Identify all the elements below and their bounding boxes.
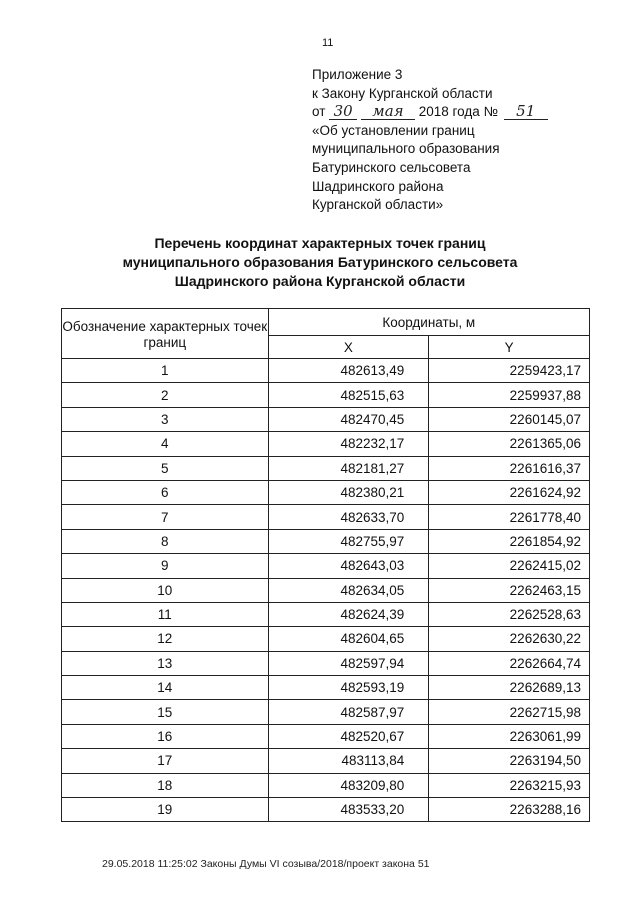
table-row — [62, 554, 590, 578]
table-row — [62, 529, 590, 553]
point-number-cell: 9 — [62, 554, 269, 578]
title-line-2: муниципального образования Батуринского сельсовета — [122, 254, 518, 270]
footer-path: 29.05.2018 11:25:02 Законы Думы VI созыва/2018/проект закона 51 — [102, 858, 430, 870]
handwritten-law-number: 51 — [504, 104, 548, 120]
year-text: 2018 года № — [418, 104, 498, 120]
table-row — [62, 724, 590, 748]
table-row — [62, 383, 590, 407]
title-line-3: Шадринского района Курганской области — [174, 273, 466, 289]
y-coordinate-cell: 2262415,02 — [429, 554, 590, 578]
x-coordinate-cell: 482181,27 — [268, 456, 429, 480]
table-row — [62, 578, 590, 602]
appendix-subject-3: Батуринского сельсовета — [312, 159, 471, 175]
y-coordinate-cell: 2263215,93 — [429, 773, 590, 797]
y-coordinate-cell: 2261365,06 — [429, 432, 590, 456]
x-coordinate-cell: 482470,45 — [268, 407, 429, 431]
x-coordinate-cell: 482593,19 — [268, 676, 429, 700]
x-coordinate-cell: 482624,39 — [268, 602, 429, 626]
x-coordinate-cell: 483533,20 — [268, 798, 429, 822]
x-coordinate-cell: 482597,94 — [268, 651, 429, 675]
appendix-subject-1: «Об установлении границ — [312, 122, 475, 138]
point-number-cell: 16 — [62, 724, 269, 748]
y-coordinate-cell: 2263194,50 — [429, 749, 590, 773]
point-number-cell: 19 — [62, 798, 269, 822]
appendix-subject-5: Курганской области» — [312, 197, 444, 213]
x-coordinate-cell: 482604,65 — [268, 627, 429, 651]
y-coordinate-cell: 2262715,98 — [429, 700, 590, 724]
table-row — [62, 773, 590, 797]
table-row — [62, 700, 590, 724]
y-coordinate-cell: 2261778,40 — [429, 505, 590, 529]
point-number-cell: 15 — [62, 700, 269, 724]
title-line-1: Перечень координат характерных точек границ — [154, 235, 486, 251]
point-number-cell: 5 — [62, 456, 269, 480]
appendix-subject-4: Шадринского района — [312, 178, 444, 194]
table-row — [62, 432, 590, 456]
table-row — [62, 602, 590, 626]
page-number: 11 — [322, 37, 334, 49]
point-number-cell: 8 — [62, 529, 269, 553]
point-number-cell: 6 — [62, 480, 269, 504]
x-coordinate-cell: 483209,80 — [268, 773, 429, 797]
point-number-cell: 4 — [62, 432, 269, 456]
point-number-cell: 10 — [62, 578, 269, 602]
handwritten-day: 30 — [329, 104, 357, 120]
appendix-date-line — [312, 103, 612, 122]
designation-header: Обозначение характерных точек границ — [62, 309, 269, 359]
y-coordinate-cell: 2262664,74 — [429, 651, 590, 675]
y-coordinate-cell: 2262528,63 — [429, 602, 590, 626]
point-number-cell: 7 — [62, 505, 269, 529]
table-row — [62, 407, 590, 431]
table-row — [62, 676, 590, 700]
x-coordinate-cell: 482380,21 — [268, 480, 429, 504]
point-number-cell: 2 — [62, 383, 269, 407]
table-row — [62, 627, 590, 651]
table-row — [62, 749, 590, 773]
y-coordinate-cell: 2260145,07 — [429, 407, 590, 431]
y-coordinate-cell: 2261624,92 — [429, 480, 590, 504]
x-coordinate-cell: 482755,97 — [268, 529, 429, 553]
y-coordinate-cell: 2263061,99 — [429, 724, 590, 748]
point-number-cell: 17 — [62, 749, 269, 773]
point-number-cell: 11 — [62, 602, 269, 626]
y-coordinate-cell: 2262463,15 — [429, 578, 590, 602]
x-coordinate-cell: 482643,03 — [268, 554, 429, 578]
table-row — [62, 480, 590, 504]
point-number-cell: 18 — [62, 773, 269, 797]
table-row — [62, 359, 590, 383]
x-coordinate-cell: 482515,63 — [268, 383, 429, 407]
x-header: X — [268, 336, 429, 359]
y-coordinate-cell: 2263288,16 — [429, 798, 590, 822]
x-coordinate-cell: 483113,84 — [268, 749, 429, 773]
y-coordinate-cell: 2262689,13 — [429, 676, 590, 700]
coordinates-table — [61, 308, 590, 822]
table-row — [62, 651, 590, 675]
y-coordinate-cell: 2262630,22 — [429, 627, 590, 651]
point-number-cell: 3 — [62, 407, 269, 431]
y-header: Y — [429, 336, 590, 359]
table-row — [62, 798, 590, 822]
y-coordinate-cell: 2261616,37 — [429, 456, 590, 480]
point-number-cell: 13 — [62, 651, 269, 675]
y-coordinate-cell: 2259423,17 — [429, 359, 590, 383]
coordinates-rows — [62, 359, 590, 822]
point-number-cell: 12 — [62, 627, 269, 651]
point-number-cell: 14 — [62, 676, 269, 700]
x-coordinate-cell: 482232,17 — [268, 432, 429, 456]
y-coordinate-cell: 2261854,92 — [429, 529, 590, 553]
x-coordinate-cell: 482520,67 — [268, 724, 429, 748]
x-coordinate-cell: 482613,49 — [268, 359, 429, 383]
appendix-law-ref: к Закону Курганской области — [312, 85, 493, 101]
appendix-title: Приложение 3 — [312, 67, 403, 82]
point-number-cell: 1 — [62, 359, 269, 383]
x-coordinate-cell: 482633,70 — [268, 505, 429, 529]
table-row — [62, 505, 590, 529]
appendix-subject-2: муниципального образования — [312, 141, 500, 157]
document-title — [80, 234, 560, 291]
from-label: от — [312, 104, 326, 120]
appendix-block — [312, 66, 612, 215]
handwritten-month: мая — [361, 104, 415, 120]
x-coordinate-cell: 482634,05 — [268, 578, 429, 602]
y-coordinate-cell: 2259937,88 — [429, 383, 590, 407]
x-coordinate-cell: 482587,97 — [268, 700, 429, 724]
coordinates-header: Координаты, м — [268, 309, 589, 336]
table-row — [62, 456, 590, 480]
